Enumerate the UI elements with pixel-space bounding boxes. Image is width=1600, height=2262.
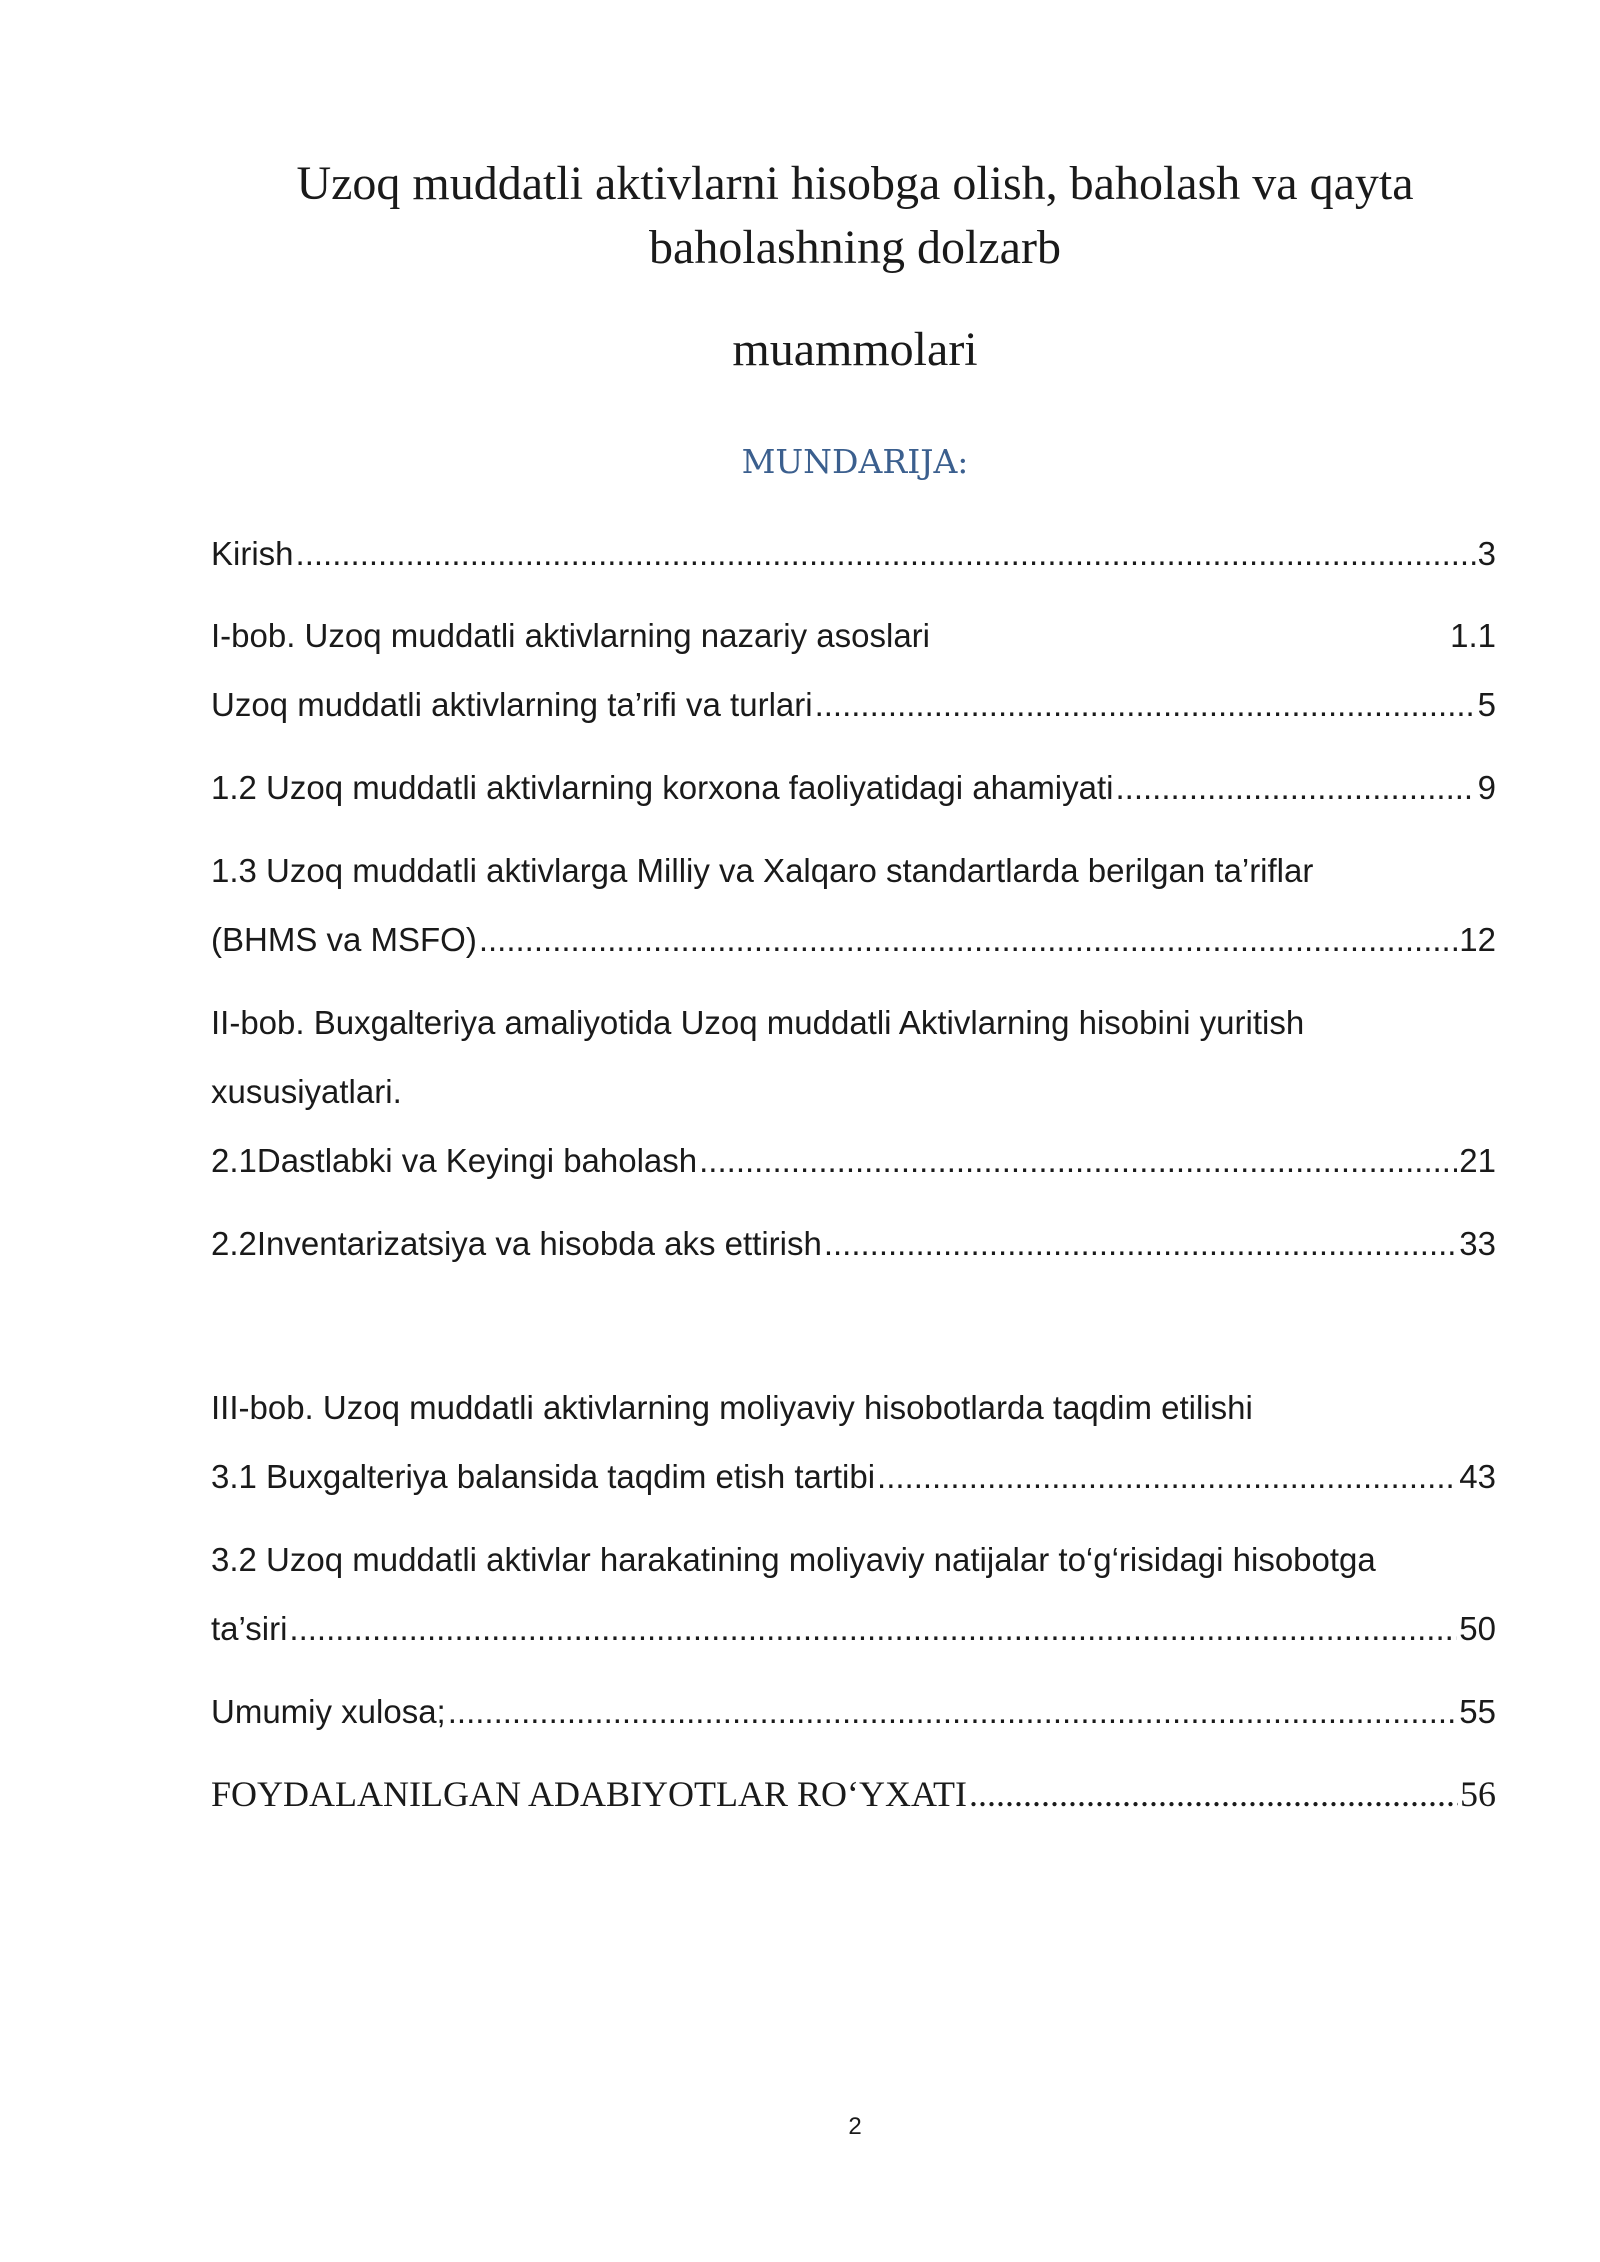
toc-entry-kirish[interactable] xyxy=(211,532,1496,576)
toc-entry-text: I-bob. Uzoq muddatli aktivlarning nazariy asoslari xyxy=(211,617,931,654)
toc-entry-section-1-3-line-2[interactable] xyxy=(211,918,1496,962)
toc-page-number: 55 xyxy=(1459,1693,1496,1730)
toc-entry-references[interactable] xyxy=(211,1772,1496,1816)
toc-entry-text: III-bob. Uzoq muddatli aktivlarning moliyaviy hisobotlarda taqdim etilishi xyxy=(211,1389,1253,1426)
toc-entry-section-3-2-line-1[interactable] xyxy=(211,1538,1496,1582)
toc-entry-section-2-2[interactable] xyxy=(211,1222,1496,1266)
toc-dot-leader xyxy=(296,532,1476,576)
toc-dot-leader xyxy=(479,918,1457,962)
toc-dot-leader xyxy=(1116,766,1476,810)
toc-entry-chapter-1[interactable] xyxy=(211,614,1496,658)
toc-page-number: 50 xyxy=(1459,1610,1496,1647)
toc-entry-section-3-2-line-2[interactable] xyxy=(211,1607,1496,1651)
toc-page-number: 3 xyxy=(1477,535,1496,572)
toc-entry-text: 1.2 Uzoq muddatli aktivlarning korxona faoliyatidagi ahamiyati xyxy=(211,769,1114,806)
toc-dot-leader xyxy=(824,1222,1457,1266)
toc-entry-tail: 1.1 xyxy=(1450,617,1496,654)
document-title-continued: muammolari xyxy=(732,323,978,376)
toc-entry-text: FOYDALANILGAN ADABIYOTLAR RO‘YXATI xyxy=(211,1774,967,1814)
toc-dot-leader xyxy=(448,1690,1458,1734)
document-title: Uzoq muddatli aktivlarni hisobga olish, baholash va qayta baholashning dolzarb xyxy=(296,157,1414,274)
toc-page-number: 33 xyxy=(1459,1225,1496,1262)
toc-entry-chapter-3[interactable] xyxy=(211,1386,1496,1430)
toc-entry-chapter-2-line-1[interactable] xyxy=(211,1001,1496,1045)
toc-entry-text: ta’siri xyxy=(211,1610,288,1647)
toc-entry-text: Umumiy xulosa; xyxy=(211,1693,446,1730)
toc-entry-text: 1.3 Uzoq muddatli aktivlarga Milliy va Xalqaro standartlarda berilgan ta’riflar xyxy=(211,852,1314,889)
toc-entry-section-1-2[interactable] xyxy=(211,766,1496,810)
toc-entry-section-1-3-line-1[interactable] xyxy=(211,849,1496,893)
toc-page-number: 21 xyxy=(1459,1142,1496,1179)
toc-entry-text: 2.2Inventarizatsiya va hisobda aks ettirish xyxy=(211,1225,822,1262)
toc-entry-text: Kirish xyxy=(211,535,294,572)
toc-entry-text: Uzoq muddatli aktivlarning ta’rifi va turlari xyxy=(211,686,813,723)
toc-entry-text: II-bob. Buxgalteriya amaliyotida Uzoq muddatli Aktivlarning hisobini yuritish xyxy=(211,1004,1305,1041)
page-number: 2 xyxy=(848,2113,862,2140)
toc-entry-conclusion[interactable] xyxy=(211,1690,1496,1734)
toc-page-number: 43 xyxy=(1459,1458,1496,1495)
toc-entry-text: 3.2 Uzoq muddatli aktivlar harakatining moliyaviy natijalar to‘g‘risidagi hisobotga xyxy=(211,1541,1376,1578)
toc-heading: MUNDARIJA: xyxy=(741,442,969,481)
toc-entry-text: 3.1 Buxgalteriya balansida taqdim etish tartibi xyxy=(211,1458,876,1495)
toc-entry-section-3-1[interactable] xyxy=(211,1455,1496,1499)
toc-entry-text: 2.1Dastlabki va Keyingi baholash xyxy=(211,1142,698,1179)
toc-page-number: 5 xyxy=(1477,686,1496,723)
toc-dot-leader xyxy=(289,1607,1457,1651)
toc-page-number: 56 xyxy=(1460,1774,1496,1814)
toc-entry-section-1-1[interactable] xyxy=(211,683,1496,727)
toc-entry-section-2-1[interactable] xyxy=(211,1139,1496,1183)
toc-dot-leader xyxy=(877,1455,1457,1499)
toc-entry-text: (BHMS va MSFO) xyxy=(211,921,477,958)
toc-page-number: 12 xyxy=(1459,921,1496,958)
toc-entry-text: xususiyatlari. xyxy=(211,1073,402,1110)
toc-dot-leader xyxy=(969,1772,1458,1816)
toc-dot-leader xyxy=(815,683,1476,727)
toc-page-number: 9 xyxy=(1477,769,1496,806)
toc-entry-chapter-2-line-2[interactable] xyxy=(211,1070,1496,1114)
toc-dot-leader xyxy=(699,1139,1457,1183)
